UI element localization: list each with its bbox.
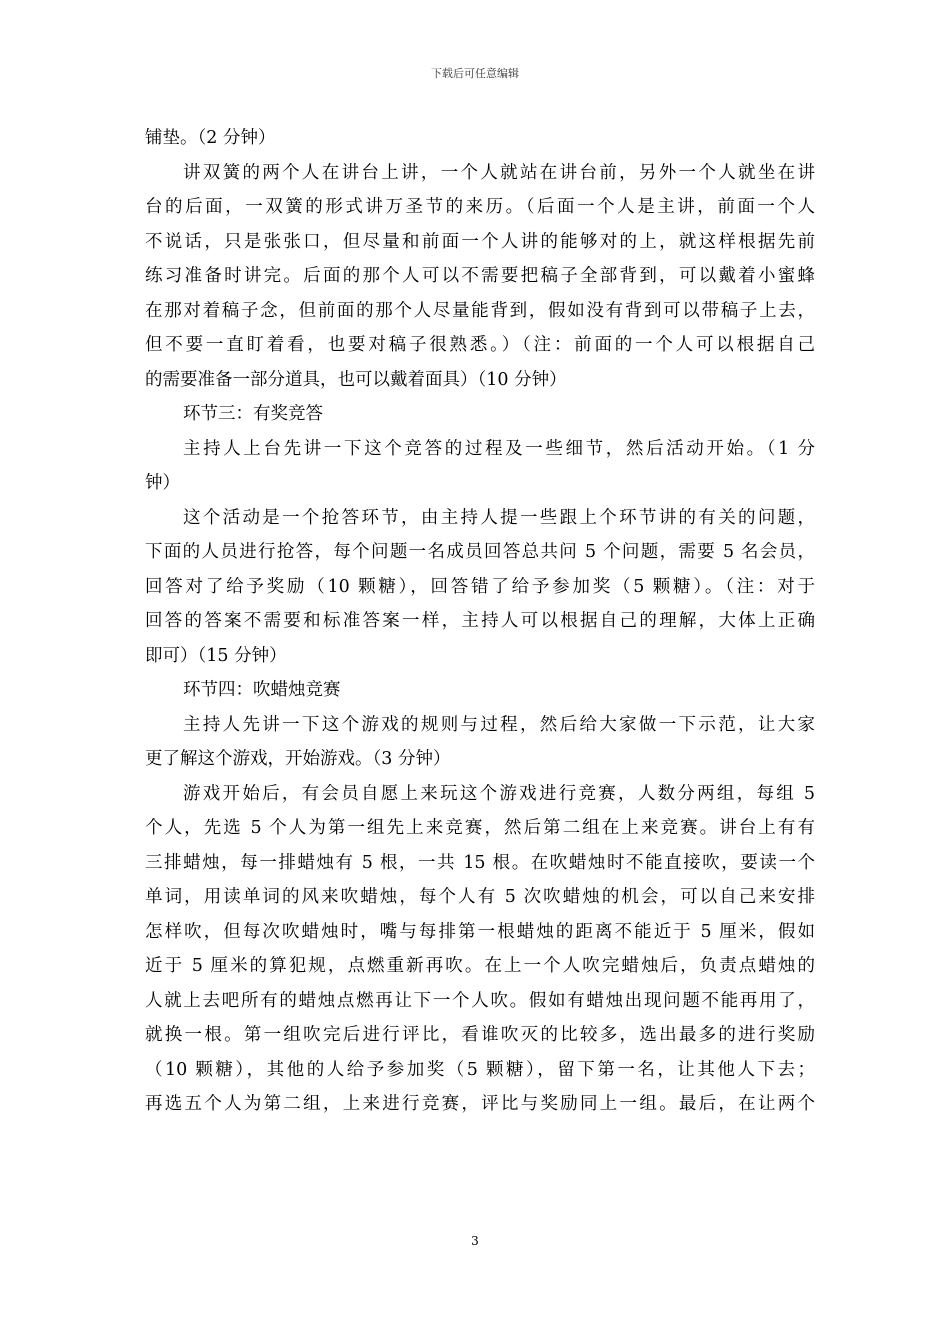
- text-line: 讲双簧的两个人在讲台上讲，一个人就站在讲台前，另外一个人就坐在讲: [183, 162, 815, 183]
- text-line: 台的后面，一双簧的形式讲万圣节的来历。（后面一个人是主讲，前面一个人: [145, 197, 815, 217]
- page-header: 下载后可任意编辑: [431, 67, 519, 80]
- text-line: 即可）（15 分钟）: [145, 645, 287, 666]
- text-line: 回答的答案不需要和标准答案一样，主持人可以根据自己的理解，大体上正确: [145, 611, 815, 631]
- text-line: 游戏开始后，有会员自愿上来玩这个游戏进行竞赛，人数分两组，每组 5: [183, 783, 815, 804]
- text-line: 再选五个人为第二组，上来进行竞赛，评比与奖励同上一组。最后，在让两个: [145, 1094, 815, 1114]
- text-line: 人就上去吧所有的蜡烛点燃再让下一个人吹。假如有蜡烛出现问题不能再用了，: [145, 990, 815, 1011]
- text-line: 这个活动是一个抢答环节，由主持人提一些跟上个环节讲的有关的问题，: [183, 507, 815, 528]
- text-line: 环节四：吹蜡烛竞赛: [183, 680, 341, 700]
- text-line: 但不要一直盯着看，也要对稿子很熟悉。）（注：前面的一个人可以根据自己: [145, 335, 815, 355]
- text-line: 近于 5 厘米的算犯规，点燃重新再吹。在上一个人吹完蜡烛后，负责点蜡烛的: [145, 956, 815, 976]
- text-line: 钟）: [145, 473, 180, 493]
- text-line: 更了解这个游戏，开始游戏。（3 分钟）: [145, 749, 451, 769]
- text-line: 回答对了给予奖励（10 颗糖），回答错了给予参加奖（5 颗糖）。（注：对于: [145, 576, 815, 597]
- text-line: 怎样吹，但每次吹蜡烛时，嘴与每排第一根蜡烛的距离不能近于 5 厘米，假如: [145, 921, 815, 942]
- text-line: 铺垫。（2 分钟）: [145, 128, 276, 148]
- text-line: 主持人先讲一下这个游戏的规则与过程，然后给大家做一下示范，让大家: [183, 714, 815, 735]
- text-line: 不说话，只是张张口，但尽量和前面一个人讲的能够对的上，就这样根据先前: [145, 231, 815, 252]
- text-line: 练习准备时讲完。后面的那个人可以不需要把稿子全部背到，可以戴着小蜜蜂: [145, 266, 815, 286]
- text-line: 三排蜡烛，每一排蜡烛有 5 根，一共 15 根。在吹蜡烛时不能直接吹，要读一个: [145, 852, 815, 873]
- text-line: 的需要准备一部分道具，也可以戴着面具）（10 分钟）: [145, 369, 567, 390]
- text-line: 个人，先选 5 个人为第一组先上来竞赛，然后第二组在上来竞赛。讲台上有有: [145, 818, 815, 838]
- document-body: [145, 121, 815, 1122]
- page-number: 3: [471, 1234, 479, 1248]
- text-line: 就换一根。第一组吹完后进行评比，看谁吹灭的比较多，选出最多的进行奖励: [145, 1025, 815, 1045]
- text-line: 主持人上台先讲一下这个竞答的过程及一些细节，然后活动开始。（1 分: [183, 438, 815, 459]
- text-line: （10 颗糖），其他的人给予参加奖（5 颗糖），留下第一名，让其他人下去；: [145, 1059, 815, 1080]
- text-line: 在那对着稿子念，但前面的那个人尽量能背到，假如没有背到可以带稿子上去，: [145, 300, 815, 321]
- text-line: 环节三：有奖竞答: [183, 404, 323, 424]
- text-line: 单词，用读单词的风来吹蜡烛，每个人有 5 次吹蜡烛的机会，可以自己来安排: [145, 887, 815, 907]
- text-line: 下面的人员进行抢答，每个问题一名成员回答总共问 5 个问题，需要 5 名会员，: [145, 542, 815, 562]
